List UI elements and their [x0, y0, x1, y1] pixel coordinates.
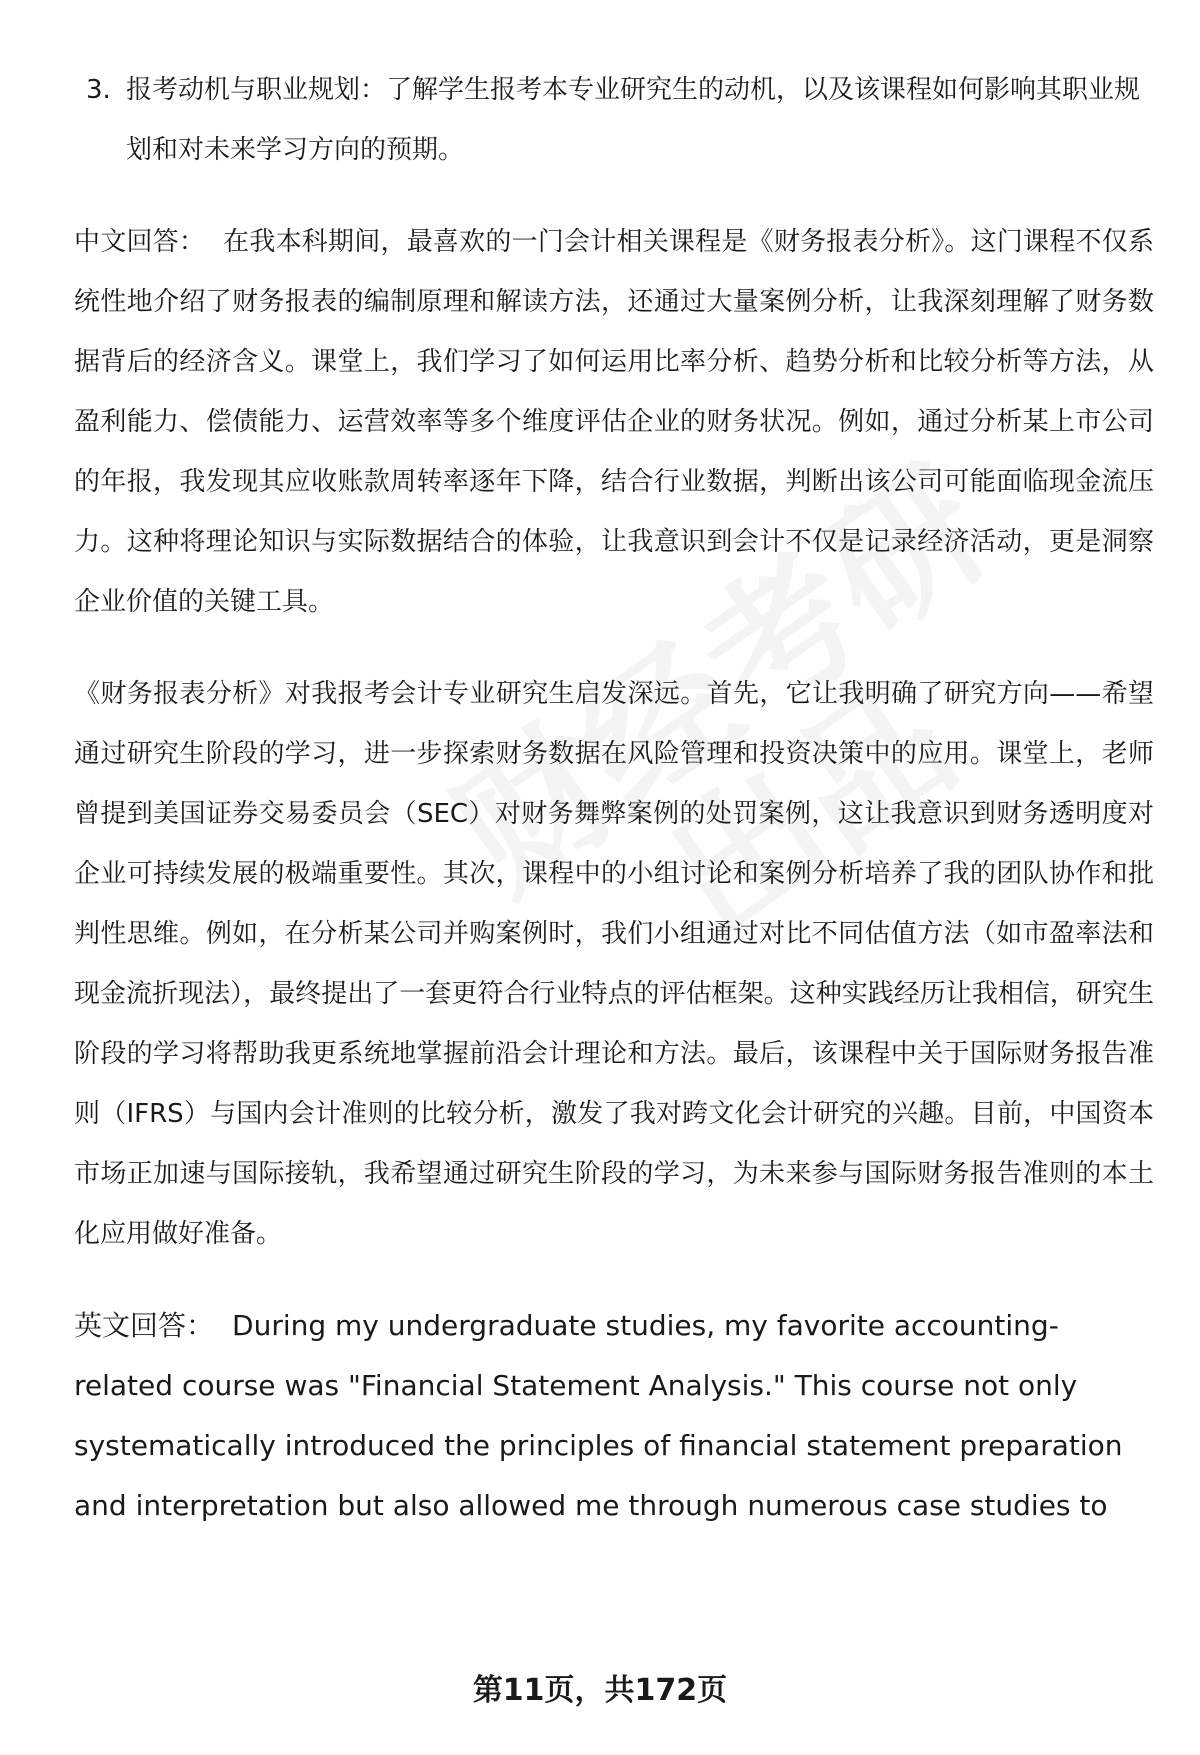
- chinese-answer-paragraph: [74, 212, 1154, 632]
- english-answer-label: 英文回答：: [74, 1309, 215, 1342]
- page-content: [74, 60, 1154, 1536]
- course-impact-paragraph: 《财务报表分析》对我报考会计专业研究生启发深远。首先，它让我明确了研究方向——希望通过研究生阶段的学习，进一步探索财务数据在风险管理和投资决策中的应用。课堂上，老师曾提到美国证券交易委员会（SEC）对财务舞弊案例的处罚案例，这让我意识到财务透明度对企业可持续发展的极端重要性。其次，课程中的小组讨论和案例分析培养了我的团队协作和批判性思维。例如，在分析某公司并购案例时，我们小组通过对比不同估值方法（如市盈率法和现金流折现法），最终提出了一套更符合行业特点的评估框架。这种实践经历让我相信，研究生阶段的学习将帮助我更系统地掌握前沿会计理论和方法。最后，该课程中关于国际财务报告准则（IFRS）与国内会计准则的比较分析，激发了我对跨文化会计研究的兴趣。目前，中国资本市场正加速与国际接轨，我希望通过研究生阶段的学习，为未来参与国际财务报告准则的本土化应用做好准备。: [74, 679, 1154, 1249]
- page-number-footer: 第11页，共172页: [472, 1673, 728, 1708]
- chinese-answer-text: 在我本科期间，最喜欢的一门会计相关课程是《财务报表分析》。这门课程不仅系统性地介绍了财务报表的编制原理和解读方法，还通过大量案例分析，让我深刻理解了财务数据背后的经济含义。课堂上，我们学习了如何运用比率分析、趋势分析和比较分析等方法，从盈利能力、偿债能力、运营效率等多个维度评估企业的财务状况。例如，通过分析某上市公司的年报，我发现其应收账款周转率逐年下降，结合行业数据，判断出该公司可能面临现金流压力。这种将理论知识与实际数据结合的体验，让我意识到会计不仅是记录经济活动，更是洞察企业价值的关键工具。: [74, 227, 1154, 617]
- list-item-number: 3.: [86, 75, 111, 105]
- english-answer-paragraph: [74, 1296, 1154, 1536]
- list-item-3: [86, 60, 1154, 180]
- english-answer-text: During my undergraduate studies, my favorite accounting-related course was "Financial Statement Analysis." This course not only systematically introduced the principles of financial statement preparation and interpretation but also allowed me through numerous case studies to: [74, 1309, 1123, 1522]
- chinese-answer-label: 中文回答：: [74, 227, 206, 257]
- list-item-text: 报考动机与职业规划：了解学生报考本专业研究生的动机，以及该课程如何影响其职业规划和对未来学习方向的预期。: [126, 75, 1141, 165]
